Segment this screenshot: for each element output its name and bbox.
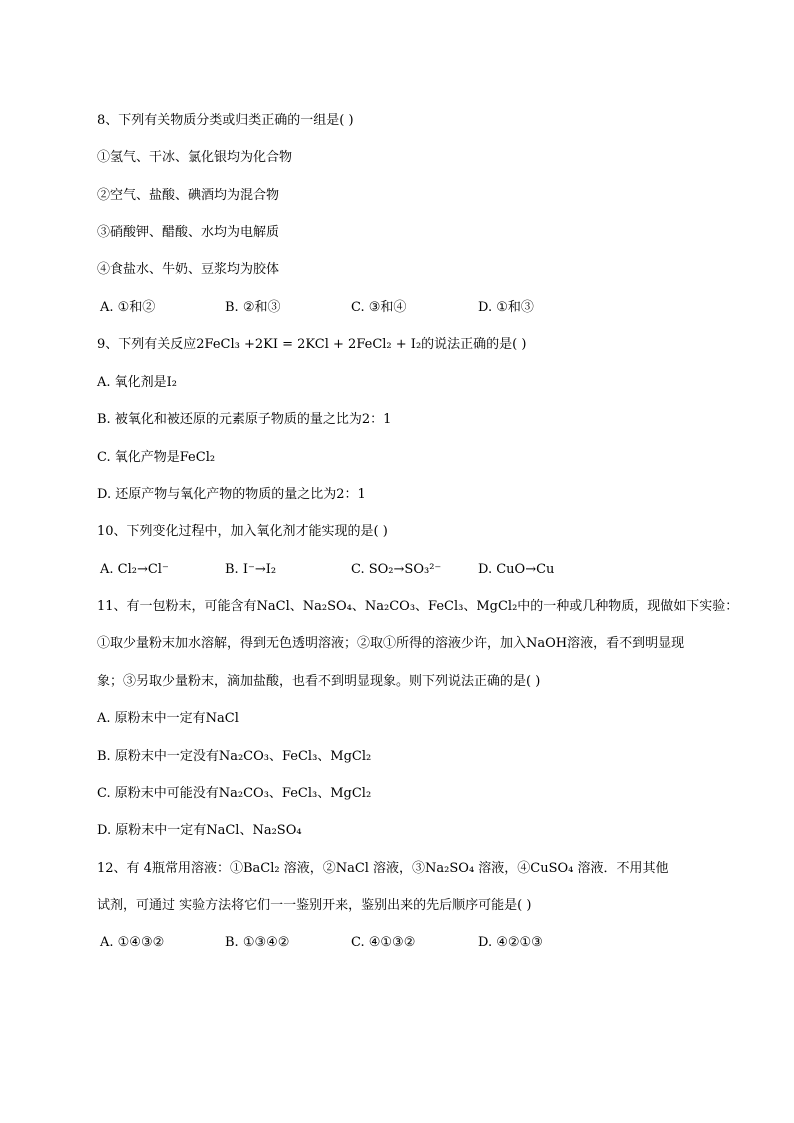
q8-item-1: ①氢气、干冰、氯化银均为化合物 — [97, 150, 293, 165]
q8-option-a: A. ①和② — [100, 300, 156, 315]
q8-item-2: ②空气、盐酸、碘酒均为混合物 — [97, 188, 280, 203]
q12-option-d: D. ④②①③ — [478, 935, 543, 950]
q12-option-c: C. ④①③② — [351, 935, 416, 950]
q11-stem-line-3: 象；③另取少量粉末，滴加盐酸，也看不到明显现象。则下列说法正确的是( ) — [97, 674, 541, 689]
q11-option-d: D. 原粉末中一定有NaCl、Na₂SO₄ — [97, 823, 302, 838]
q9-option-c: C. 氧化产物是FeCl₂ — [97, 450, 216, 465]
q12-stem-line-1: 12、有 4瓶常用溶液：①BaCl₂ 溶液，②NaCl 溶液，③Na₂SO₄ 溶液，④CuSO₄ 溶液．不用其他 — [97, 861, 669, 876]
q11-stem-line-1: 11、有一包粉末，可能含有NaCl、Na₂SO₄、Na₂CO₃、FeCl₃、MgCl₂中的一种或几种物质，现做如下实验： — [97, 599, 739, 614]
q9-option-b: B. 被氧化和被还原的元素原子物质的量之比为2：1 — [97, 412, 392, 427]
q10-stem: 10、下列变化过程中，加入氧化剂才能实现的是( ) — [97, 524, 388, 539]
q8-item-4: ④食盐水、牛奶、豆浆均为胶体 — [97, 262, 280, 277]
q10-option-d: D. CuO→Cu — [478, 562, 555, 577]
q11-option-b: B. 原粉末中一定没有Na₂CO₃、FeCl₃、MgCl₂ — [97, 749, 372, 764]
q9-option-a: A. 氧化剂是I₂ — [97, 375, 177, 390]
q8-option-b: B. ②和③ — [225, 300, 281, 315]
q8-item-3: ③硝酸钾、醋酸、水均为电解质 — [97, 225, 280, 240]
q12-options — [97, 933, 724, 953]
q10-option-b: B. I⁻→I₂ — [225, 562, 277, 577]
q10-options — [97, 560, 724, 580]
q11-option-c: C. 原粉末中可能没有Na₂CO₃、FeCl₃、MgCl₂ — [97, 786, 372, 801]
q9-stem: 9、下列有关反应2FeCl₃ +2KI = 2KCl + 2FeCl₂ + I₂的说法正确的是( ) — [97, 337, 527, 352]
q8-option-c: C. ③和④ — [351, 300, 407, 315]
q12-option-a: A. ①④③② — [100, 935, 165, 950]
q11-option-a: A. 原粉末中一定有NaCl — [97, 711, 239, 726]
q8-option-d: D. ①和③ — [478, 300, 534, 315]
q10-option-a: A. Cl₂→Cl⁻ — [100, 562, 169, 577]
q10-option-c: C. SO₂→SO₃²⁻ — [351, 562, 442, 577]
q12-stem-line-2: 试剂，可通过 实验方法将它们一一鉴别开来，鉴别出来的先后顺序可能是( ) — [97, 898, 532, 913]
q11-stem-line-2: ①取少量粉末加水溶解，得到无色透明溶液；②取①所得的溶液少许，加入NaOH溶液，看不到明显现 — [97, 636, 685, 651]
q8-options — [97, 298, 724, 318]
q8-stem: 8、下列有关物质分类或归类正确的一组是( ) — [97, 113, 354, 128]
q9-option-d: D. 还原产物与氧化产物的物质的量之比为2：1 — [97, 487, 366, 502]
q12-option-b: B. ①③④② — [225, 935, 290, 950]
